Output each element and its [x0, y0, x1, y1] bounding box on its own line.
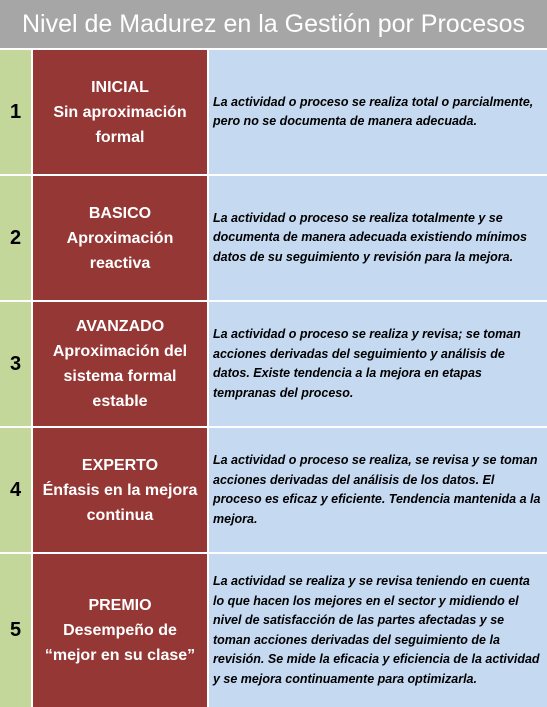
level-name-cell: [33, 302, 209, 426]
table-title: Nivel de Madurez en la Gestión por Procesos: [0, 0, 547, 48]
level-name-cell: [33, 554, 209, 707]
level-name: AVANZADO: [75, 318, 165, 335]
level-description: La actividad se realiza y se revisa teniendo en cuenta lo que hacen los mejores en el sector y midiendo el nivel de satisfacción de las partes afectadas y se toman acciones derivadas del seguimiento de la revisión. Se mide la eficacia y eficiencia de la actividad y se mejora continuamente para optimizarla.: [209, 554, 547, 707]
table-row: [0, 50, 547, 174]
level-description: La actividad o proceso se realiza, se revisa y se toman acciones derivadas del análisis de los datos. El proceso es eficaz y eficiente. Tendencia mantenida a la mejora.: [209, 428, 547, 552]
level-subtitle: Aproximación reactiva: [66, 229, 174, 272]
level-number: 5: [0, 554, 33, 707]
level-name-cell: [33, 428, 209, 552]
level-description: La actividad o proceso se realiza total o parcialmente, pero no se documenta de manera adecuada.: [209, 50, 547, 174]
table-row: [0, 302, 547, 426]
table-row: [0, 176, 547, 300]
level-name: BASICO: [88, 204, 152, 222]
level-name-cell: [33, 50, 209, 174]
level-subtitle: Desempeño de “mejor en su clase”: [44, 622, 196, 664]
level-name: EXPERTO: [81, 456, 159, 474]
level-name-cell: [33, 176, 209, 300]
table-row: [0, 428, 547, 552]
level-name: INICIAL: [91, 78, 149, 96]
level-subtitle: Sin aproximación formal: [53, 103, 187, 146]
level-number: 2: [0, 176, 33, 300]
level-number: 1: [0, 50, 33, 174]
level-number: 3: [0, 302, 33, 426]
level-description: La actividad o proceso se realiza y revisa; se toman acciones derivadas del seguimiento y análisis de datos. Existe tendencia a la mejora en etapas tempranas del proceso.: [209, 302, 547, 426]
level-subtitle: Énfasis en la mejora continua: [42, 481, 198, 524]
level-number: 4: [0, 428, 33, 552]
level-name: PREMIO: [88, 597, 152, 614]
table-row: [0, 554, 547, 707]
level-subtitle: Aproximación del sistema formal estable: [52, 343, 188, 410]
level-description: La actividad o proceso se realiza totalmente y se documenta de manera adecuada existiendo mínimos datos de su seguimiento y revisión para la mejora.: [209, 176, 547, 300]
